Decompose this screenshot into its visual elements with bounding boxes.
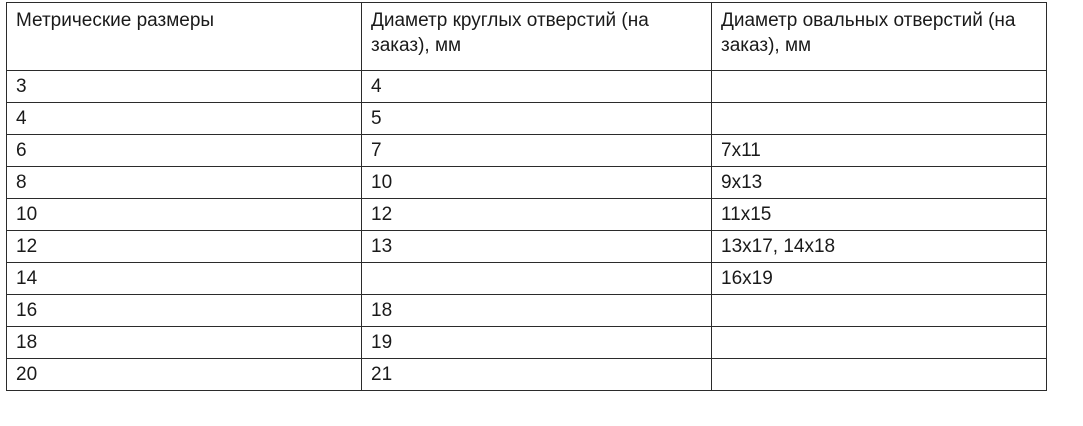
cell-oval-hole [712,359,1047,391]
cell-round-hole: 12 [362,199,712,231]
cell-oval-hole: 16x19 [712,263,1047,295]
cell-metric-size: 3 [7,71,362,103]
table-row [7,263,1047,295]
cell-round-hole: 13 [362,231,712,263]
cell-metric-size: 12 [7,231,362,263]
column-header-oval-holes: Диаметр овальных отверстий (на заказ), мм [712,3,1047,71]
cell-oval-hole [712,71,1047,103]
column-header-metric-sizes: Метрические размеры [7,3,362,71]
cell-round-hole: 21 [362,359,712,391]
table-body [7,71,1047,391]
table-row [7,103,1047,135]
table-header-row [7,3,1047,71]
table-row [7,359,1047,391]
table-row [7,167,1047,199]
table-row [7,135,1047,167]
cell-round-hole: 10 [362,167,712,199]
table-header [7,3,1047,71]
table-row [7,327,1047,359]
table-row [7,231,1047,263]
cell-metric-size: 8 [7,167,362,199]
cell-oval-hole [712,327,1047,359]
cell-round-hole: 4 [362,71,712,103]
cell-metric-size: 6 [7,135,362,167]
cell-metric-size: 20 [7,359,362,391]
cell-round-hole [362,263,712,295]
cell-round-hole: 19 [362,327,712,359]
cell-oval-hole [712,295,1047,327]
cell-metric-size: 16 [7,295,362,327]
table-row [7,71,1047,103]
column-header-round-holes: Диаметр круглых отверстий (на заказ), мм [362,3,712,71]
cell-round-hole: 18 [362,295,712,327]
cell-oval-hole [712,103,1047,135]
cell-metric-size: 4 [7,103,362,135]
table-row [7,295,1047,327]
cell-oval-hole: 9x13 [712,167,1047,199]
table-row [7,199,1047,231]
cell-oval-hole: 7x11 [712,135,1047,167]
specifications-table-container [0,2,1083,391]
specifications-table [6,2,1047,391]
cell-round-hole: 5 [362,103,712,135]
cell-oval-hole: 11x15 [712,199,1047,231]
cell-metric-size: 10 [7,199,362,231]
cell-metric-size: 18 [7,327,362,359]
cell-oval-hole: 13x17, 14x18 [712,231,1047,263]
cell-metric-size: 14 [7,263,362,295]
cell-round-hole: 7 [362,135,712,167]
